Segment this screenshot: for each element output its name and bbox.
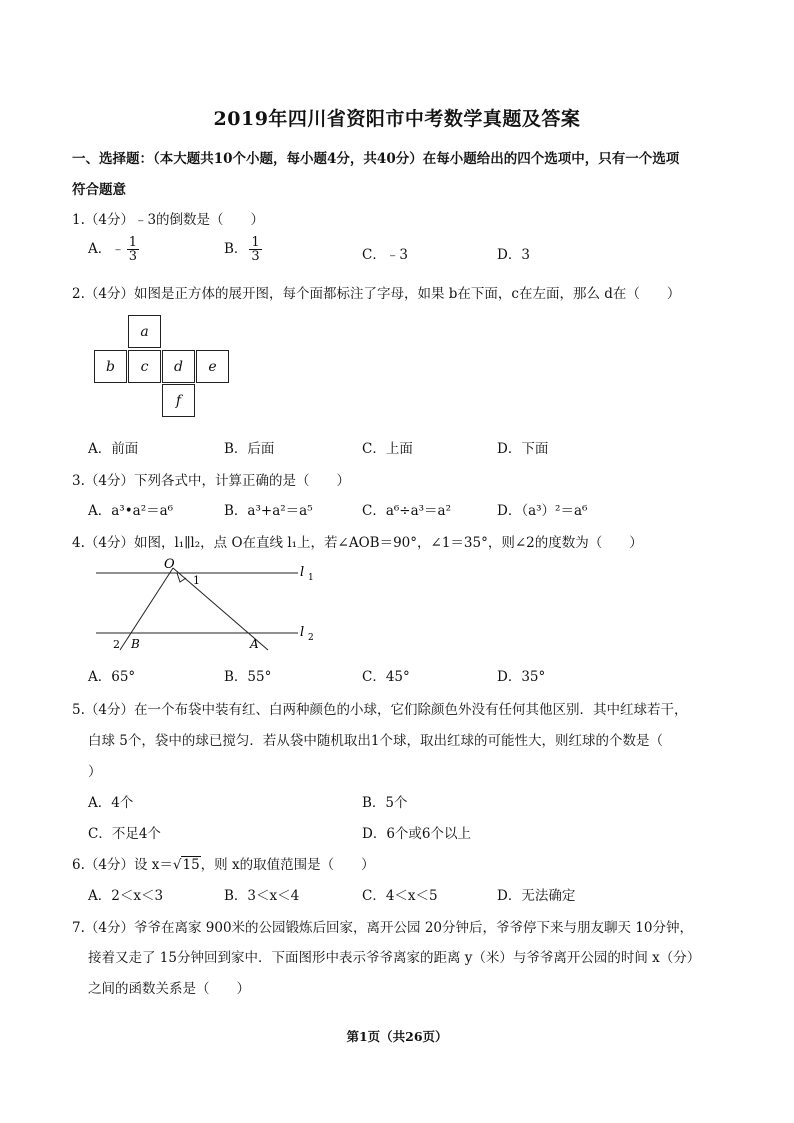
question-2-option-d: D．下面 [497,441,549,457]
net-face-e: e [196,350,229,383]
question-3-option-c: C．a⁶÷a³＝a² [362,503,452,519]
parallel-lines-figure [90,556,330,656]
label-l2: l [300,625,305,640]
question-7-line3: 之间的函数关系是（ ） [88,981,250,997]
page-title: 2019年四川省资阳市中考数学真题及答案 [213,108,581,130]
label-o: O [164,557,175,572]
question-5-line1: 5.（4分）在一个布袋中装有红、白两种颜色的小球，它们除颜色外没有任何其他区别．其中红球若干， [72,702,688,718]
question-5-option-b: B．5个 [362,795,408,811]
question-6-stem-suffix: ，则 x的取值范围是（ ） [200,857,375,873]
question-1-option-c: C．﹣3 [362,247,408,263]
question-5-line2: 白球 5个，袋中的球已搅匀．若从袋中随机取出1个球，取出红球的可能性大，则红球的个数是（ [88,733,663,749]
fraction [249,236,261,263]
question-4-option-b: B．55° [224,669,272,685]
question-5-option-a: A．4个 [88,795,134,811]
net-face-a: a [128,315,161,348]
question-5-line3: ） [88,764,102,780]
label-l2-subscript: 2 [308,633,314,643]
question-5-option-c: C．不足4个 [88,826,161,842]
question-2-option-a: A．前面 [88,441,139,457]
question-1-stem: 1.（4分）﹣3的倒数是（ ） [72,212,265,228]
option-b-prefix: B． [224,241,248,257]
question-1-option-a [88,236,139,263]
question-5-option-d: D．6个或6个以上 [362,826,472,842]
question-7-line1: 7.（4分）爷爷在离家 900米的公园锻炼后回家，离开公园 20分钟后，爷爷停下来与朋友聊天 10分钟， [72,920,693,936]
label-angle-2: 2 [113,638,120,651]
question-3-stem: 3.（4分）下列各式中，计算正确的是（ ） [72,473,350,489]
radicand: 15 [182,857,200,873]
question-7-line2: 接着又走了 15分钟回到家中．下面图形中表示爷爷离家的距离 y（米）与爷爷离开公园的时间 x（分） [88,950,701,966]
fraction-denominator: 3 [128,249,138,264]
net-face-c: c [128,350,161,383]
segment-ob [120,568,173,650]
fraction [127,236,139,263]
net-face-f: f [162,384,195,417]
page-footer: 第1页（共26页） [346,1029,448,1044]
question-4-option-c: C．45° [362,669,410,685]
question-3-option-a: A．a³•a²＝a⁶ [88,503,174,519]
question-6-option-c: C．4＜x＜5 [362,888,438,904]
question-6-option-b: B．3＜x＜4 [224,888,300,904]
fraction-denominator: 3 [251,249,260,264]
question-2-option-b: B．后面 [224,441,275,457]
question-1-option-d: D．3 [497,247,530,263]
question-3-option-d: D．（a³）²＝a⁶ [497,503,588,519]
cube-net-figure [94,315,234,420]
question-2-option-c: C．上面 [362,441,413,457]
label-b: B [131,637,140,651]
fraction-numerator: 1 [251,235,260,250]
question-4-option-d: D．35° [497,669,546,685]
question-6-option-d: D．无法确定 [497,888,576,904]
question-6-stem-prefix: 6.（4分）设 x＝√ [72,857,182,873]
question-6-stem [72,853,375,873]
label-l1: l [300,565,305,580]
question-1-option-b [224,236,262,263]
net-face-d: d [162,350,195,383]
option-a-prefix: A．﹣ [88,241,125,257]
label-angle-1: 1 [193,574,200,587]
question-3-option-b: B．a³+a²＝a⁵ [224,503,313,519]
fraction-numerator: 1 [128,235,138,250]
question-2-stem: 2.（4分）如图是正方体的展开图，每个面都标注了字母，如果 b在下面，c在左面，那么 d在（ ） [72,286,681,302]
net-face-b: b [94,350,127,383]
question-4-stem: 4.（4分）如图，l₁∥l₂，点 O在直线 l₁上，若∠AOB＝90°，∠1＝35°，则∠2的度数为（ ） [72,535,643,551]
label-l1-subscript: 1 [308,573,314,583]
question-4-option-a: A．65° [88,669,136,685]
label-a: A [250,637,259,651]
section-heading-line1: 一、选择题：（本大题共10个小题，每小题4分，共40分）在每小题给出的四个选项中，只有一个选项 [72,151,680,167]
section-heading-line2: 符合题意 [72,182,126,198]
question-6-option-a: A．2＜x＜3 [88,888,164,904]
